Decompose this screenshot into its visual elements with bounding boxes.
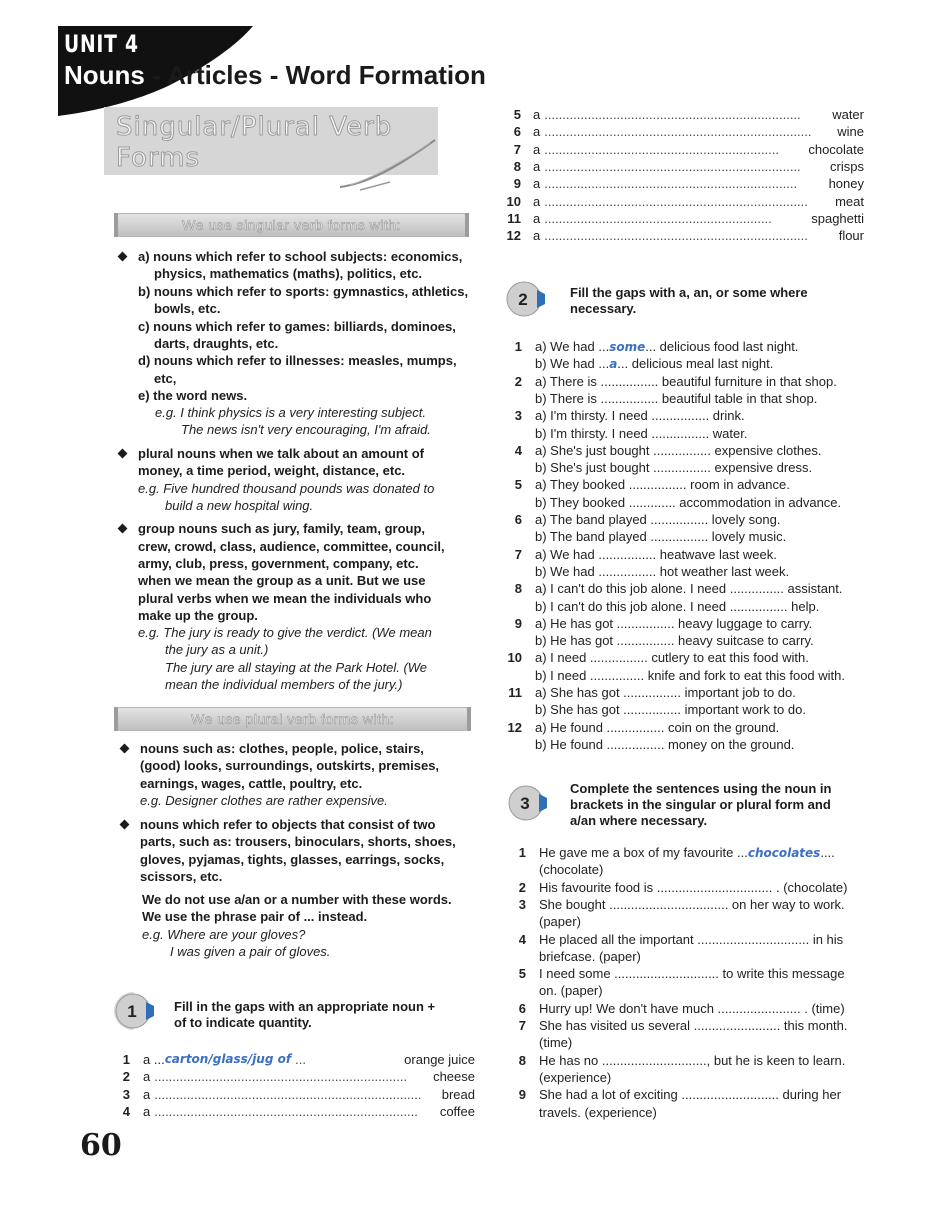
fill-in-line [533,193,864,210]
bullet-diamond [118,252,128,262]
sentence-text: b) I can't do this job alone. I need ................ help. [535,598,820,614]
sentence-line [539,1034,572,1051]
rule-line: gloves, pyjamas, tights, glasses, earrings, socks, [140,852,445,867]
item-number: 3 [122,1086,130,1102]
sentence-text: (paper) [539,914,581,930]
rule-line: group nouns such as jury, family, team, group, [138,521,426,536]
sentence-text: b) There is ................ beautiful table in that shop. [535,390,818,406]
rule-line: e) the word news. [138,388,248,403]
item-number: 7 [513,141,521,157]
sentence-text: ... delicious meal last night. [617,356,774,372]
exercise-title-line: Fill in the gaps with an appropriate noun + [174,999,436,1014]
item-noun: bread [441,1086,475,1102]
sentence-b [535,701,806,718]
rule-line: c) nouns which refer to games: billiards, dominoes, [138,319,456,334]
example-line: I was given a pair of gloves. [170,944,331,959]
item-article: a [533,193,541,209]
unit-title-word: Word [285,60,352,90]
fill-in-line [533,123,864,140]
item-article: a [143,1103,151,1119]
item-noun: orange juice [404,1052,475,1067]
item-noun: flour [838,228,864,244]
item-article: a [143,1069,151,1085]
answer-blank: ....................................................................... [544,158,801,174]
sentence-text: b) We had ... [535,356,610,372]
example-line: The news isn't very encouraging, I'm afraid. [181,422,431,437]
item-number: 2 [122,1069,130,1085]
example-line: e.g. Five hundred thousand pounds was donated to [138,481,435,496]
example-line: The jury are all staying at the Park Hotel. (We [165,660,428,675]
sentence-a [535,338,798,356]
exercise-1-title [174,999,435,1031]
item-number: 5 [514,477,522,493]
item-number: 4 [122,1103,130,1119]
item-number: 11 [507,210,521,226]
item-noun: honey [828,176,864,192]
sentence-b [535,355,773,373]
section-title-line: Forms [116,143,201,173]
section-title-line: Singular/Plural Verb [116,112,393,142]
sentence-text: a) They booked ................ room in advance. [535,477,790,493]
sentence-line [539,879,848,896]
handwritten-answer: a [609,357,618,372]
sentence-text: (experience) [539,1069,612,1085]
sentence-line [539,1052,845,1069]
sentence-text: b) He has got ................ heavy suitcase to carry. [535,633,814,649]
rule-line: We use the phrase pair of ... instead. [142,909,368,924]
sentence-text: I need some ............................. to write this message [539,966,845,982]
sentence-line [539,1086,841,1103]
item-noun: water [832,107,864,122]
sentence-text: (chocolate) [539,862,604,878]
sentence-text: She has visited us several ........................ this month. [539,1018,848,1033]
plural-heading [116,707,469,731]
rule-line: d) nouns which refer to illnesses: measles, mumps, [138,353,457,368]
bullet-diamond [118,449,128,459]
sentence-a [535,649,809,666]
handwritten-answer: chocolates [747,846,821,860]
bullet-diamond [118,524,128,534]
sentence-line [539,896,845,913]
exercise-3-title [570,781,831,829]
exercise-2-title [570,285,808,317]
rule-line: plural nouns when we talk about an amount of [138,446,425,461]
item-number: 6 [514,512,522,527]
item-noun: crisps [830,158,864,174]
item-article: a [143,1086,151,1102]
sentence-text: a) He has got ................ heavy luggage to carry. [535,615,813,631]
example-line: e.g. Where are your gloves? [142,927,306,942]
plural-heading-text: We use plural verb forms with: [190,711,395,727]
answer-blank: .......................................................................... [544,124,812,140]
item-noun: meat [835,193,864,209]
answer-blank: ...................................................................... [154,1069,408,1085]
sentence-text: a) She's just bought ................ expensive clothes. [535,442,822,458]
item-article: a [533,228,541,244]
rule-line: nouns such as: clothes, people, police, stairs, [140,741,424,756]
rule-line: darts, draughts, etc. [154,336,279,351]
item-number: 1 [514,339,522,354]
sentence-line [539,982,603,999]
sentence-line [539,861,603,878]
sentence-a [535,580,842,597]
sentence-line [539,1000,845,1017]
fill-in-line [533,141,864,158]
sentence-a [535,719,779,736]
unit-title-word: Nouns [64,60,145,90]
rule-line: etc, [154,371,177,386]
exercise-title-line: brackets in the singular or plural form and [570,797,831,812]
sentence-line [539,1104,657,1121]
answer-blank: ......................................................................... [544,193,808,209]
item-number: 6 [518,1000,526,1016]
bullet-diamond [120,820,130,830]
item-article: a [533,141,541,157]
singular-heading [116,213,467,237]
exercise-1-badge [112,990,154,1032]
rule-line: bowls, etc. [154,301,221,316]
singular-heading-text: We use singular verb forms with: [182,217,401,233]
fill-in-line [533,175,864,192]
answer-blank: ................................................................. [544,141,780,157]
example-line: build a new hospital wing. [165,498,314,513]
sentence-b [535,667,845,684]
sentence-text: a) I need ................ cutlery to eat this food with. [535,650,809,666]
rule-line: We do not use a/an or a number with these words. [142,892,452,907]
sentence-b [535,563,789,580]
sentence-text: He gave me a box of my favourite ... [539,845,748,860]
item-number: 3 [514,408,522,424]
rule-line: nouns which refer to objects that consist of two [140,817,436,832]
item-number: 2 [514,373,522,389]
sentence-text: on. (paper) [539,983,603,999]
item-number: 2 [518,879,526,895]
fill-in-line [143,1103,475,1120]
item-number: 10 [506,193,521,209]
sentence-text: a) We had ... [535,339,610,354]
handwritten-answer: some [609,340,646,354]
sentence-line [539,948,641,965]
item-article: a [533,210,541,226]
rule-line: parts, such as: trousers, binoculars, shorts, shoes, [140,834,456,849]
rule-line: crew, crowd, class, audience, committee, council, [138,539,445,554]
sentence-b [535,736,794,753]
rule-line: money, a time period, weight, distance, etc. [138,463,406,478]
sentence-text: b) We had ................ hot weather last week. [535,563,790,579]
fill-in-line [143,1051,475,1068]
sentence-a [535,442,821,459]
item-number: 8 [513,158,521,174]
sentence-text: b) She's just bought ................ expensive dress. [535,460,813,476]
fill-in-line [533,158,864,175]
item-number: 5 [518,966,526,982]
rule-line: a) nouns which refer to school subjects: economics, [138,249,463,264]
item-noun: spaghetti [811,210,864,226]
unit-title-word: - [152,60,161,90]
item-number: 9 [514,615,522,631]
sentence-text: travels. (experience) [539,1104,657,1120]
sentence-text: b) She has got ................ important work to do. [535,702,806,718]
exercise-title-line: Fill the gaps with a, an, or some where [570,285,808,300]
item-article: a [533,158,541,174]
sentence-text: a) He found ................ coin on the ground. [535,719,780,735]
quill-decoration [320,135,440,195]
sentence-text: (time) [539,1035,573,1051]
example-line: mean the individual members of the jury.) [165,677,403,692]
item-number: 11 [508,685,522,700]
fill-in-line [533,227,864,244]
fill-in-line [143,1086,475,1103]
exercise-title-line: of to indicate quantity. [174,1015,312,1030]
sentence-text: b) I'm thirsty. I need ................ water. [535,425,748,441]
exercise-1-number: 1 [127,1002,137,1021]
rule-line: plural verbs when we mean the individuals who [138,591,432,606]
sentence-a [535,476,790,493]
sentence-line [539,965,845,982]
sentence-line [539,913,581,930]
example-line: the jury as a unit.) [165,642,269,657]
exercise-title-line: a/an where necessary. [570,813,708,828]
exercise-title-line: necessary. [570,301,637,316]
sentence-line [539,844,835,862]
exercise-2-badge [503,278,545,320]
fill-in-line [533,106,864,123]
item-number: 9 [518,1087,526,1103]
unit-title [64,60,486,91]
page-number: 60 [80,1128,122,1163]
sentence-text: a) We had ................ heatwave last week. [535,546,777,562]
sentence-text: She bought ................................. on her way to work. [539,896,845,912]
unit-title-word: Articles [167,60,263,90]
answer-blank: .......................................................................... [154,1086,422,1102]
rule-line: when we mean the group as a unit. But we use [138,573,426,588]
rule-line: earnings, wages, cattle, poultry, etc. [140,776,363,791]
answer-blank: ......................................................................... [544,228,808,244]
item-number: 8 [518,1052,526,1068]
sentence-a [535,407,745,424]
sentence-a [535,511,780,528]
example-line: e.g. The jury is ready to give the verdict. (We mean [138,625,432,640]
sentence-a [535,546,777,563]
item-number: 4 [518,931,526,947]
sentence-text: His favourite food is ................................ . (chocolate) [539,879,848,895]
item-number: 1 [122,1052,130,1067]
item-article: a [533,107,541,122]
rule-line: make up the group. [138,608,258,623]
rule-line: physics, mathematics (maths), politics, etc. [154,266,423,281]
item-article: a [533,176,541,192]
answer-blank: ....................................................................... [544,107,801,122]
item-number: 6 [513,124,521,140]
unit-title-word: Formation [358,60,486,90]
exercise-title-line: Complete the sentences using the noun in [570,781,832,796]
answer-blank: ...................................................................... [544,176,798,192]
sentence-text: She had a lot of exciting ........................... during her [539,1087,842,1103]
sentence-line [539,931,843,948]
item-article: a ... [143,1052,165,1067]
sentence-text: He placed all the important ............................... in his [539,931,844,947]
answer-blank: ......................................................................... [154,1103,418,1119]
item-article: a [533,124,541,140]
item-number: 7 [518,1018,526,1033]
rule-line: army, club, press, government, company, etc. [138,556,419,571]
sentence-text: .... [820,845,835,860]
answer-blank: ............................................................... [544,210,772,226]
rule-line: scissors, etc. [140,869,223,884]
sentence-text: a) I'm thirsty. I need ................ drink. [535,408,745,424]
item-number: 4 [514,442,522,458]
sentence-text: b) They booked ............. accommodation in advance. [535,494,842,510]
bullet-diamond [120,744,130,754]
sentence-b [535,528,786,545]
sentence-text: a) She has got ................ important job to do. [535,685,796,700]
rule-line: (good) looks, surroundings, outskirts, premises, [140,758,440,773]
sentence-text: b) I need ............... knife and fork to eat this food with. [535,667,845,683]
answer-blank: ... [295,1052,306,1067]
handwritten-answer: carton/glass/jug of [164,1052,292,1066]
sentence-b [535,459,812,476]
fill-in-line [143,1068,475,1085]
sentence-b [535,390,817,407]
exercise-3-number: 3 [520,794,530,813]
unit-title-word: - [269,60,279,90]
sentence-b [535,425,747,442]
sentence-text: b) He found ................ money on the ground. [535,736,795,752]
item-number: 3 [518,896,526,912]
sentence-line [539,1069,611,1086]
item-number: 5 [513,107,521,122]
exercise-3-badge [505,782,547,824]
sentence-a [535,373,837,390]
sentence-text: Hurry up! We don't have much ....................... . (time) [539,1000,845,1016]
sentence-text: briefcase. (paper) [539,948,641,964]
item-noun: wine [837,124,864,140]
sentence-b [535,632,814,649]
sentence-line [539,1017,848,1034]
item-noun: cheese [433,1069,475,1085]
rule-line: b) nouns which refer to sports: gymnastics, athletics, [138,284,469,299]
sentence-text: b) The band played ................ lovely music. [535,529,787,545]
item-noun: coffee [439,1103,475,1119]
fill-in-line [533,210,864,227]
item-number: 12 [507,719,522,735]
sentence-text: a) I can't do this job alone. I need ............... assistant. [535,581,843,597]
sentence-b [535,494,841,511]
item-number: 10 [507,650,522,666]
item-number: 1 [518,845,526,860]
example-line: e.g. Designer clothes are rather expensive. [140,793,388,808]
item-number: 9 [513,176,521,192]
sentence-text: a) There is ................ beautiful furniture in that shop. [535,373,837,389]
sentence-a [535,684,796,701]
item-number: 8 [514,581,522,597]
sentence-text: ... delicious food last night. [645,339,799,354]
sentence-text: a) The band played ................ lovely song. [535,512,781,527]
item-noun: chocolate [808,141,864,157]
sentence-text: He has no ............................., but he is keen to learn. [539,1052,846,1068]
unit-label: UNIT 4 [64,30,139,58]
example-line: e.g. I think physics is a very interesting subject. [155,405,426,420]
sentence-b [535,598,819,615]
item-number: 7 [514,546,522,562]
sentence-a [535,615,812,632]
item-number: 12 [506,228,521,244]
exercise-2-number: 2 [518,290,528,309]
